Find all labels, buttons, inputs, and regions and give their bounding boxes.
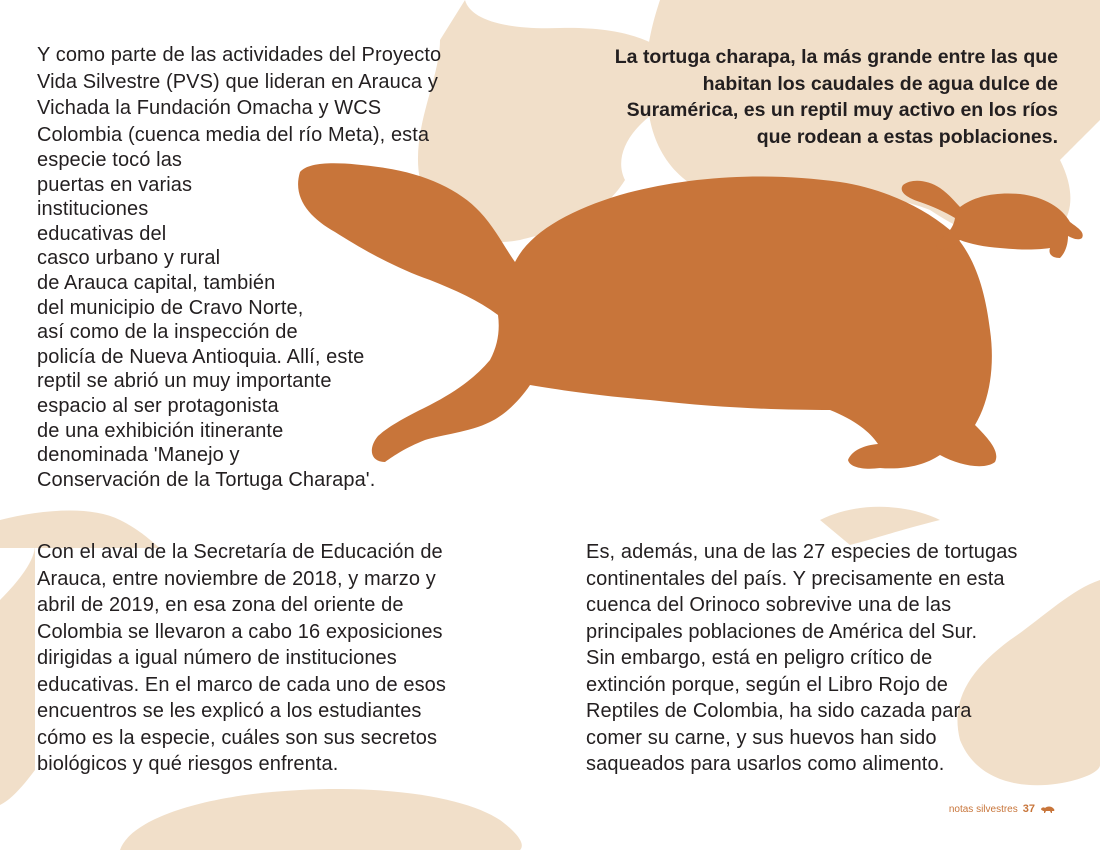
text-line: instituciones (37, 198, 149, 221)
text-line: dirigidas a igual número de instituciones (37, 647, 397, 669)
beige-shape-left-mid (0, 545, 35, 805)
text-line: Con el aval de la Secretaría de Educación de (37, 541, 443, 563)
text-line: del municipio de Cravo Norte, (37, 296, 304, 319)
right-column-paragraph (586, 539, 1060, 778)
text-line: policía de Nueva Antioquia. Allí, este (37, 345, 365, 368)
text-line: Reptiles de Colombia, ha sido cazada para (586, 700, 972, 722)
text-line: biológicos y qué riesgos enfrenta. (37, 753, 339, 775)
text-line: reptil se abrió un muy importante (37, 370, 332, 393)
text-line: casco urbano y rural (37, 247, 221, 270)
text-line: Sin embargo, está en peligro crítico de (586, 647, 933, 669)
text-line: denominada 'Manejo y (37, 444, 240, 467)
text-line: abril de 2019, en esa zona del oriente de (37, 594, 404, 616)
text-line: principales poblaciones de América del Sur. (586, 620, 978, 643)
text-line: así como de la inspección de (37, 321, 298, 344)
text-line: Arauca, entre noviembre de 2018, y marzo y (37, 567, 436, 590)
text-line: de una exhibición itinerante (37, 419, 284, 442)
text-line: puertas en varias (37, 173, 193, 196)
text-line: de Arauca capital, también (37, 271, 276, 294)
text-line: extinción porque, según el Libro Rojo de (586, 673, 949, 696)
text-line: encuentros se les explicó a los estudiantes (37, 700, 422, 722)
text-line: Es, además, una de las 27 especies de tortugas (586, 541, 1018, 563)
pull-quote (600, 44, 1058, 150)
text-line: Conservación de la Tortuga Charapa'. (37, 468, 376, 491)
text-line: especie tocó las (37, 149, 183, 171)
text-line: educativas del (37, 222, 167, 245)
text-line: espacio al ser protagonista (37, 394, 279, 417)
text-line: Vida Silvestre (PVS) que lideran en Arauca y (37, 70, 438, 93)
intro-paragraph-wide (37, 42, 509, 148)
page-number: 37 (1022, 803, 1035, 815)
intro-paragraph-narrow (37, 148, 477, 492)
text-line: saqueados para usarlos como alimento. (586, 753, 945, 775)
turtle-icon (1040, 805, 1056, 814)
text-line: Colombia (cuenca media del río Meta), esta (37, 123, 430, 146)
text-line: educativas. En el marco de cada uno de esos (37, 673, 446, 696)
text-line: Colombia se llevaron a cabo 16 exposiciones (37, 620, 443, 643)
text-line: comer su carne, y sus huevos han sido (586, 726, 937, 749)
footer-label: notas silvestres (948, 803, 1018, 815)
text-line: Y como parte de las actividades del Proyecto (37, 44, 442, 66)
page-footer (949, 803, 1056, 815)
beige-shape-bottom (120, 789, 522, 850)
text-line: cuenca del Orinoco sobrevive una de las (586, 594, 952, 616)
pull-quote-text: La tortuga charapa, la más grande entre las que habitan los caudales de agua dulce de Suramérica, es un reptil muy activo en los ríos que rodean a estas poblaciones. (614, 46, 1058, 148)
text-line: Vichada la Fundación Omacha y WCS (37, 97, 382, 119)
left-column-paragraph (37, 539, 509, 778)
text-line: cómo es la especie, cuáles son sus secretos (37, 726, 438, 749)
text-line: continentales del país. Y precisamente en esta (586, 567, 1005, 590)
